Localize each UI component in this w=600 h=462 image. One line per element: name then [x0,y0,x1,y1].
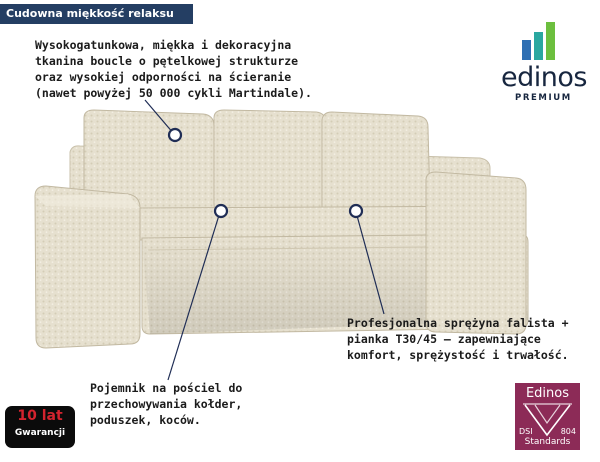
callout-line: przechowywania kołder, [90,397,243,411]
brand-name: edinos [501,62,587,93]
standards-label: Standards [524,437,571,447]
back-cushion-right [322,112,430,214]
marker-storage[interactable] [215,205,227,217]
marker-fabric[interactable] [169,129,181,141]
back-cushion-middle [214,110,326,212]
callout-line: (nawet powyżej 50 000 cykli Martindale). [35,86,312,100]
standards-badge [515,383,580,450]
callout-line: poduszek, koców. [90,413,201,427]
callout-line: Wysokogatunkowa, miękka i dekoracyjna [35,38,292,52]
warranty-label: Gwarancji [14,428,66,438]
sofa-armrest-left [35,186,140,348]
callout-storage [90,380,242,428]
brand-logo-icon [522,22,555,60]
marker-spring[interactable] [350,205,362,217]
callout-spring [347,315,569,363]
page-title: Cudowna miękkość relaksu [0,4,193,24]
standards-code [519,427,576,436]
callout-line: oraz wysokiej odporności na ścieranie [35,70,292,84]
callout-line: Profesjonalna sprężyna falista + [347,316,569,330]
standards-code-right: 804 [560,427,576,436]
sofa-armrest-right [426,172,526,334]
standards-code-left: DSI [519,427,533,436]
callout-line: pianka T30/45 – zapewniające [347,332,541,346]
callout-fabric [35,37,312,101]
brand-tier: PREMIUM [515,93,572,103]
callout-line: Pojemnik na pościel do [90,381,243,395]
standards-name: Edinos [525,386,570,401]
callout-line: tkanina boucle o pętelkowej strukturze [35,54,299,68]
warranty-badge [5,406,75,448]
warranty-years: 10 lat [17,408,63,424]
callout-line: komfort, sprężystość i trwałość. [347,348,569,362]
